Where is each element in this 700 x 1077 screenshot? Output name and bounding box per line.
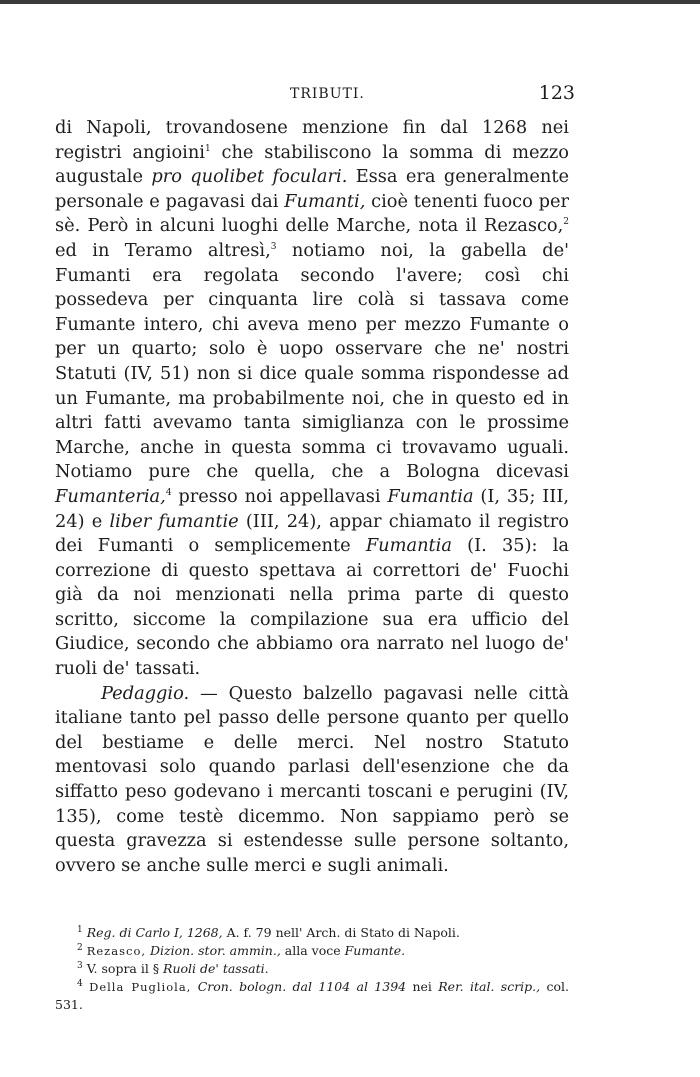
page-header (55, 82, 575, 108)
footnote-4: $^4$ Della Pugliola, Cron. bologn. dal 1104 al 1394 nei Rer. ital. scrip., col. 531. (55, 978, 569, 1012)
running-title: TRIBUTI. (290, 86, 365, 102)
section-heading-pedaggio: Pedaggio. (101, 682, 190, 704)
footnote-1: $^1$ Reg. di Carlo I, 1268, A. f. 79 nell' Arch. di Stato di Napoli. (77, 924, 460, 940)
footnote-ref-3: 3 (270, 242, 277, 253)
footnote-3: $^3$ V. sopra il § Ruoli de' tassati. (77, 960, 269, 976)
footnote-ref-4: 4 (165, 487, 172, 498)
footnote-ref-2: 2 (563, 217, 569, 228)
paragraph-fumanti: di Napoli, trovandosene menzione fin dal 1268 nei registri angioini$^1$ che stabiliscono la somma di mezzo augustale pro quolibet foculari. Essa era generalmente personale e pagavasi dai Fumanti, cioè tenenti fuoco per sè. Però in alcuni luoghi delle Marche, nota il Rezasco,$^2$ ed in Teramo altresì,$^3$ notiamo noi, la gabella de' Fumanti era regolata secondo l'avere; così chi possedeva per cinquanta lire colà si tassava come Fumante intero, chi aveva meno per mezzo Fumante o per un quarto; solo è uopo osservare che ne' nostri Statuti (IV, 51) non si dice quale somma rispondesse ad un Fumante, ma probabilmente noi, che in questo ed in altri fatti avevamo tanta simiglianza con le prossime Marche, anche in questa somma ci trovavamo uguali. Notiamo pure che quella, che a Bologna dicevasi Fumanteria,$^4$ presso noi appellavasi Fumantia (I, 35; III, 24) e liber fumantie (III, 24), appar chiamato il registro dei Fumanti o semplicemente Fumantia (I. 35): la correzione di questo spettava ai correttori de' Fuochi già da noi menzionati nella prima parte di questo scritto, siccome la compilazione sua era ufficio del Giudice, secondo che abbiamo ora narrato nel luogo de' ruoli de' tassati. (55, 117, 570, 680)
top-border-rule (0, 0, 700, 4)
footnote-2: $^2$ Rezasco, Dizion. stor. ammin., alla voce Fumante. (77, 942, 406, 958)
page-number: 123 (538, 82, 575, 104)
footnotes (55, 924, 569, 1014)
footnote-ref-1: 1 (205, 143, 211, 154)
body-text (55, 116, 569, 878)
paragraph-pedaggio: Pedaggio. — Questo balzello pagavasi nelle città italiane tanto pel passo delle persone quanto per quello del bestiame e delle merci. Nel nostro Statuto mentovasi solo quando parlasi dell'esenzione che da siffatto peso godevano i mercanti toscani e perugini (IV, 135), come testè dicemmo. Non sappiamo però se questa gravezza si estendesse sulle persone soltanto, ovvero se anche sulle merci e sugli animali. (55, 682, 569, 876)
